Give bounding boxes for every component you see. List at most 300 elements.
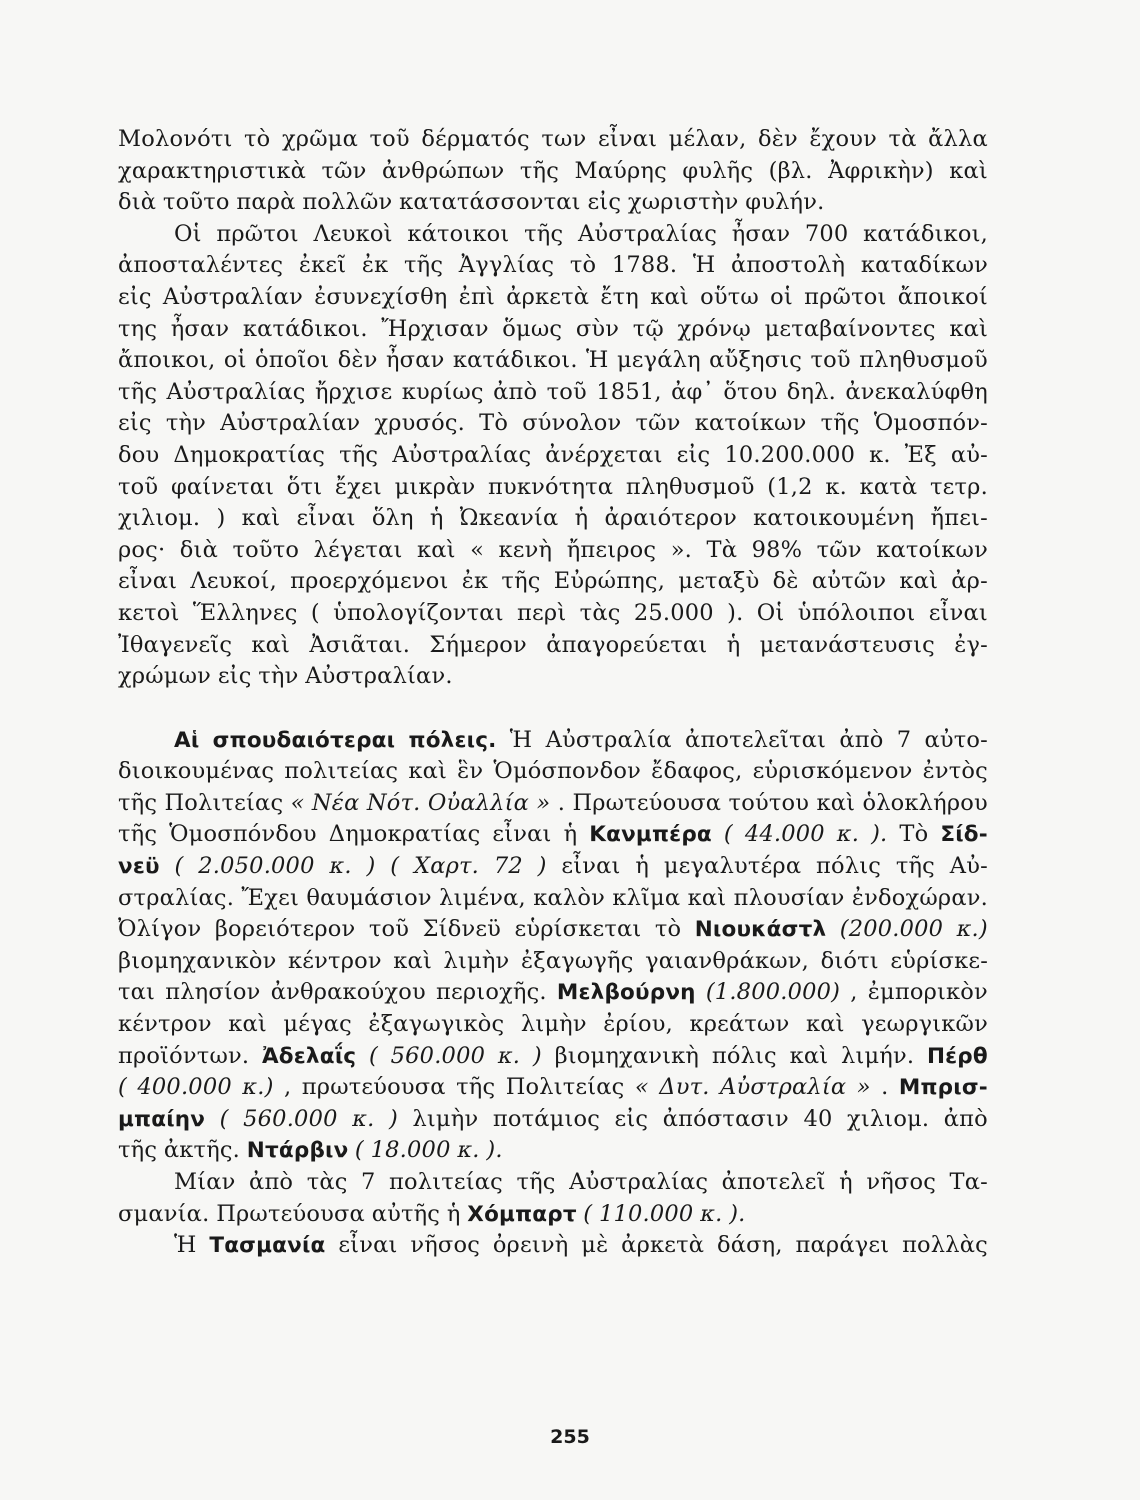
word: κ.)	[242, 1074, 274, 1101]
word: τὰς	[306, 1169, 348, 1195]
text-line	[118, 661, 988, 693]
word: Αὐστραλίαν	[220, 410, 361, 437]
word: τῆς	[339, 441, 379, 468]
word: Πρωτεύουσα	[216, 1200, 365, 1227]
word: βιομηχανικὸν	[118, 947, 277, 974]
word: εὑρίσκεται	[514, 916, 642, 943]
word: ὅμως	[502, 315, 563, 342]
word: καὶ	[416, 536, 456, 563]
word: ἀπὸ	[493, 378, 538, 405]
word: ἤπει-	[930, 505, 988, 532]
word: τῆς	[404, 252, 444, 279]
word: διοικουμένας	[118, 758, 275, 785]
word: Αὐστραλίας	[166, 378, 306, 405]
word: ρος·	[118, 536, 166, 563]
word: πληθυσμοῦ	[859, 347, 988, 374]
word: Αὐστραλίας	[577, 220, 718, 247]
word: Ντάρβιν	[246, 1138, 349, 1164]
word: αὐτῆς	[371, 1200, 441, 1227]
word: καὶ	[789, 1042, 829, 1069]
word: χιλιομ.	[118, 505, 201, 532]
word: ἡ	[726, 631, 741, 658]
word: 1851,	[596, 378, 662, 405]
word: κατὰ	[859, 473, 918, 500]
word: διὰ	[118, 189, 157, 216]
word: κενὴ	[498, 536, 553, 563]
text-line	[118, 377, 988, 409]
word: Αὐστραλία	[545, 726, 672, 753]
word: πληθυσμοῦ	[625, 473, 755, 500]
word: μεγάλη	[616, 347, 701, 374]
word: ἐσυνεχίσθη	[314, 283, 448, 310]
text-line	[118, 156, 988, 188]
word: πρωτεύουσα	[301, 1074, 446, 1101]
word: )	[537, 853, 547, 880]
word: τοῦτο	[162, 189, 230, 216]
word: σμανία.	[118, 1200, 210, 1227]
word: περὶ	[517, 599, 567, 626]
word: ἐντὸς	[922, 758, 988, 785]
word: Δημοκρατίας	[173, 441, 326, 468]
word: Αὐστραλίας	[392, 441, 532, 468]
word: Οὐαλλία	[427, 789, 530, 816]
text-line	[118, 1009, 988, 1041]
word: καὶ	[687, 884, 727, 911]
word: τῆς	[524, 220, 564, 247]
word: κατάδικοι.	[452, 347, 578, 374]
word: κέντρον	[288, 947, 382, 974]
text-line	[118, 1104, 988, 1136]
word: πλουσίαν	[733, 884, 845, 911]
word: ἦσαν	[731, 220, 791, 247]
word: Λευκοί,	[190, 568, 277, 595]
word: Αὐστραλίας	[569, 1169, 709, 1195]
word: Ἀδελαΐς	[261, 1043, 357, 1069]
word: ται	[118, 979, 156, 1006]
word: ἀπὸ	[249, 1169, 294, 1195]
word: (	[354, 1137, 364, 1164]
text-line	[118, 725, 988, 757]
word: τῆς	[118, 821, 158, 848]
text-line	[118, 219, 988, 251]
word: τῶν	[321, 157, 367, 184]
word: ἓν	[457, 758, 484, 785]
word: καταδίκων	[860, 252, 988, 279]
word: ).	[871, 821, 888, 848]
text-line	[118, 472, 988, 504]
word: ἡ	[635, 853, 650, 880]
word: κατοίκων	[694, 410, 807, 437]
word: 44.000	[744, 821, 825, 848]
word: »	[536, 789, 551, 816]
word: ἀκτῆς.	[163, 1137, 241, 1164]
word: τὸ	[569, 252, 597, 279]
text-line	[118, 1135, 988, 1167]
word: μέγας	[283, 1011, 352, 1038]
word: μεγαλυτέρα	[663, 853, 802, 880]
word: ἔχουν	[809, 126, 878, 152]
word: ἀποτελεῖ	[721, 1169, 826, 1195]
word: Νιουκάστλ	[694, 917, 827, 943]
word: παρὰ	[236, 189, 296, 216]
word: ἀπόστασιν	[662, 1105, 789, 1132]
word: Ὁμοσπόν-	[873, 410, 988, 437]
word: βιομηχανικὴ	[554, 1042, 700, 1069]
word: Ὀλίγον	[118, 916, 202, 943]
text-line	[118, 819, 988, 851]
word: ἀνθρώπων	[382, 157, 505, 184]
word: καὶ	[949, 157, 988, 184]
word: τοῦ	[546, 378, 587, 405]
word: Οἱ	[756, 599, 785, 626]
text-line	[118, 630, 988, 662]
word: ὀρεινὴ	[492, 1232, 569, 1259]
word: λιμένα,	[439, 884, 526, 911]
word: Μολονότι	[118, 126, 233, 152]
text-line	[118, 788, 988, 820]
word: κ.	[836, 821, 860, 848]
word: αὐ-	[950, 441, 988, 468]
word: ἀπὸ	[839, 726, 884, 753]
word: μέλαν,	[668, 126, 747, 152]
word: δάση,	[716, 1232, 783, 1259]
word: μὲ	[581, 1232, 609, 1259]
word: Ἔχει	[241, 884, 299, 911]
word: δέρματός	[421, 126, 530, 152]
word: Δημοκρατίας	[328, 821, 481, 848]
word: φυλῆς	[682, 157, 754, 184]
word: 400.000	[137, 1074, 232, 1101]
word: Πολιτείας	[164, 789, 284, 816]
word: εἶναι	[296, 505, 356, 532]
word: ἄποικοί	[897, 283, 988, 310]
text-line	[118, 1199, 988, 1231]
word: εἶναι	[492, 821, 552, 848]
word: ἀποτελεῖται	[685, 726, 827, 753]
word: πρῶτοι	[216, 220, 299, 247]
word: 72	[493, 853, 523, 880]
word: ἐμπορικὸν	[867, 979, 988, 1006]
word: ἀνεκαλύφθη	[845, 378, 988, 405]
word: κατάδικοι,	[863, 220, 988, 247]
word: μεταξὺ	[678, 568, 760, 595]
word: ἤρχισε	[314, 378, 393, 405]
word: ἔτη	[600, 283, 639, 310]
word: των	[541, 126, 587, 152]
word: Ἀφρικὴν)	[828, 157, 934, 184]
word: ».	[670, 536, 693, 563]
word: )	[366, 853, 376, 880]
word: 7	[361, 1169, 376, 1195]
word: κέντρον	[118, 1011, 212, 1038]
word: Λευκοὶ	[313, 220, 393, 247]
word: ἡ	[574, 505, 589, 532]
word: ὁποῖοι	[255, 347, 330, 374]
word: νεϋ	[118, 854, 160, 880]
word: 7	[896, 726, 912, 753]
word: οἱ	[223, 347, 247, 374]
word: ).	[486, 1137, 503, 1164]
word: κατοίκων	[876, 536, 988, 563]
word: τῷ	[632, 315, 664, 342]
word: ἡ	[429, 505, 444, 532]
paragraph	[118, 1230, 988, 1262]
word: »	[856, 1074, 871, 1101]
word: σύνολον	[522, 410, 622, 437]
text-line	[118, 440, 988, 472]
word: ἦσαν	[170, 315, 230, 342]
word: μεταβαίνοντες	[764, 315, 936, 342]
word: βορειότερον	[214, 916, 356, 943]
word: (	[583, 1200, 593, 1227]
word: εἰς	[118, 410, 152, 437]
word: Μπρισ-	[898, 1075, 988, 1101]
word: .	[881, 1074, 889, 1101]
word: Αὐστραλίαν	[162, 283, 303, 310]
word: .	[557, 789, 566, 816]
word: θαυμάσιον	[306, 884, 432, 911]
word: ἡ	[563, 821, 578, 848]
word: περιοχῆς.	[436, 979, 547, 1006]
word: 40	[803, 1105, 833, 1132]
word: καὶ	[650, 283, 689, 310]
word: χιλιομ.	[846, 1105, 930, 1132]
word: Εὐρώπης,	[553, 568, 666, 595]
word: Ἐξ	[904, 441, 937, 468]
word: ὁλοκλήρου	[862, 789, 988, 816]
word: λιμὴν	[443, 947, 510, 974]
word: καὶ	[805, 1011, 845, 1038]
word: ἐξαγωγικὸς	[368, 1011, 505, 1038]
text-line	[118, 1230, 988, 1262]
word: πολλῶν	[302, 189, 393, 216]
word: καὶ	[816, 789, 856, 816]
word: εἶναι	[597, 126, 658, 152]
word: ,	[850, 979, 858, 1006]
text-line	[118, 250, 988, 282]
word: τὸ	[244, 126, 271, 152]
word: (200.000	[839, 916, 944, 943]
word: Κανμπέρα	[589, 822, 712, 848]
word: ἀφ᾿	[671, 378, 714, 405]
word: Ἡ	[174, 1232, 197, 1259]
word: λέγεται	[313, 536, 403, 563]
word: )	[388, 1105, 398, 1132]
word: ἀρκετὰ	[506, 283, 590, 310]
word: ,	[284, 1074, 292, 1101]
word: Οἱ	[174, 220, 202, 247]
word: τὰ	[888, 126, 917, 152]
word: εὑρισκόμενον	[752, 758, 913, 785]
word: τῆς	[501, 568, 541, 595]
word: ἡ	[446, 1200, 461, 1227]
word: πολιτείας	[284, 758, 399, 785]
text-line	[118, 282, 988, 314]
word: Ἤρχισαν	[381, 315, 489, 342]
word: αὔξησις	[709, 347, 803, 374]
word: ἀραιότερον	[604, 505, 737, 532]
text-line	[118, 851, 988, 883]
word: Ἀσιᾶται.	[309, 631, 411, 658]
word: πυκνότητα	[488, 473, 614, 500]
word: τῆς	[456, 1074, 496, 1101]
word: Ἡ	[586, 347, 609, 374]
word: κ.)	[956, 916, 988, 943]
text-line	[118, 883, 988, 915]
word: τὴν	[258, 663, 299, 690]
word: πρῶτοι	[804, 283, 887, 310]
word: καὶ	[241, 505, 281, 532]
word: κατατάσσονται	[399, 189, 581, 216]
word: Αἱ	[174, 727, 200, 753]
word: χρυσός.	[374, 410, 465, 437]
word: κατάδικοι.	[242, 315, 368, 342]
word: τοῦτο	[232, 536, 300, 563]
word: τῆς	[820, 410, 860, 437]
word: «	[290, 789, 305, 816]
word: Ἡ	[509, 726, 533, 753]
word: ὑπολογίζονται	[333, 599, 504, 626]
word: ἔχει	[334, 473, 382, 500]
body-text	[118, 124, 988, 1262]
text-line	[118, 1041, 988, 1073]
word: γεωργικῶν	[861, 1011, 988, 1038]
paragraph	[118, 1167, 988, 1230]
word: Τα-	[949, 1169, 988, 1195]
paragraph	[118, 124, 988, 219]
word: νῆσος	[866, 1169, 937, 1195]
word: αὐτο-	[924, 726, 988, 753]
word: (	[723, 821, 733, 848]
word: ὅτου	[723, 378, 778, 405]
word: Σίδνεϋ	[422, 916, 502, 943]
word: ἀνέρχεται	[545, 441, 663, 468]
word: τούτου	[728, 789, 810, 816]
page-number: 255	[550, 1426, 590, 1448]
word: Τὸ	[479, 410, 509, 437]
word: ἀρκετὰ	[621, 1232, 705, 1259]
word: καλὸν	[533, 884, 605, 911]
word: ).	[727, 599, 744, 626]
word: κ.	[497, 1042, 521, 1069]
word: εἰς	[217, 663, 252, 690]
word: τῆς	[118, 789, 158, 816]
word: κ.	[329, 853, 352, 880]
word: «	[470, 536, 485, 563]
word: Σίδ-	[940, 822, 988, 848]
word: ἐκ	[461, 568, 489, 595]
word: διὰ	[179, 536, 218, 563]
word: δηλ.	[786, 378, 836, 405]
word: λιμὴν	[412, 1105, 479, 1132]
word: προερχόμενοι	[290, 568, 449, 595]
word: αὐτῶν	[811, 568, 887, 595]
word: τὰς	[579, 599, 621, 626]
word: Δυτ.	[659, 1074, 710, 1101]
word: ἀποστολὴ	[731, 252, 846, 279]
word: ἔδαφος,	[651, 758, 743, 785]
word: ἀπὸ	[943, 1105, 988, 1132]
word: δὲν	[337, 347, 378, 374]
word: (	[174, 853, 184, 880]
word: ἀνθρακούχου	[270, 979, 426, 1006]
word: (	[310, 599, 320, 626]
word: (	[219, 1105, 229, 1132]
word: τετρ.	[930, 473, 988, 500]
word: ὅτι	[286, 473, 323, 500]
word: διότι	[820, 947, 879, 974]
word: οὕτω	[700, 283, 759, 310]
word: εἰς	[676, 441, 711, 468]
word: καὶ	[228, 1011, 267, 1038]
word: ἀπαγορεύεται	[546, 631, 708, 658]
word: ποτάμιος	[492, 1105, 601, 1132]
word: πλησίον	[165, 979, 261, 1006]
word: χρόνῳ	[677, 315, 751, 342]
word: Χαρτ.	[414, 853, 480, 880]
word: χρώμων	[118, 663, 212, 690]
word: χαρακτηριστικὰ	[118, 157, 306, 184]
word: Ἀγγλίας	[458, 252, 555, 279]
word: τοῦ	[369, 126, 410, 152]
word: καὶ	[899, 568, 939, 595]
text-line	[118, 914, 988, 946]
word: Πρωτεύουσα	[572, 789, 722, 816]
word: πόλις	[711, 1042, 777, 1069]
word: καὶ	[251, 631, 291, 658]
word: κλῖμα	[612, 884, 681, 911]
word: Τὰ	[706, 536, 738, 563]
word: ).	[729, 1200, 746, 1227]
word: της	[118, 315, 158, 342]
word: κάτοικοι	[407, 220, 510, 247]
word: (	[368, 1042, 378, 1069]
word: κρεάτων	[689, 1011, 790, 1038]
word: γαιανθράκων,	[645, 947, 810, 974]
text-line	[118, 408, 988, 440]
word: 2.050.000	[198, 853, 315, 880]
word: Αὐ-	[949, 853, 988, 880]
word: «	[634, 1074, 649, 1101]
word: Τασμανία	[209, 1233, 326, 1259]
text-line	[118, 535, 988, 567]
word: μικρὰν	[394, 473, 476, 500]
word: ἐπὶ	[458, 283, 495, 310]
word: παράγει	[795, 1232, 890, 1259]
word: ἤπειρος	[566, 536, 657, 563]
word: Νέα	[311, 789, 360, 816]
paragraph	[118, 725, 988, 1167]
word: εἰς	[118, 283, 152, 310]
word: Αὐστραλίαν.	[305, 663, 453, 690]
word: ἄποικοι,	[118, 347, 216, 374]
word: τῆς	[118, 1137, 158, 1164]
word: 560.000	[390, 1042, 486, 1069]
word: τῶν	[635, 410, 681, 437]
word: Μελβούρνη	[556, 980, 696, 1006]
word: καὶ	[393, 947, 432, 974]
text-line	[118, 503, 988, 535]
word: νῆσος	[410, 1232, 480, 1259]
word: εὑρίσκε-	[890, 947, 988, 974]
word: ὑπόλοιποι	[797, 599, 916, 626]
word: λιμήν.	[841, 1042, 915, 1069]
word: τὴν	[165, 410, 207, 437]
word: πόλεις.	[408, 727, 497, 753]
word: Ὠκεανία	[459, 505, 559, 532]
word: δου	[118, 441, 160, 468]
word: κ.	[457, 1137, 480, 1164]
